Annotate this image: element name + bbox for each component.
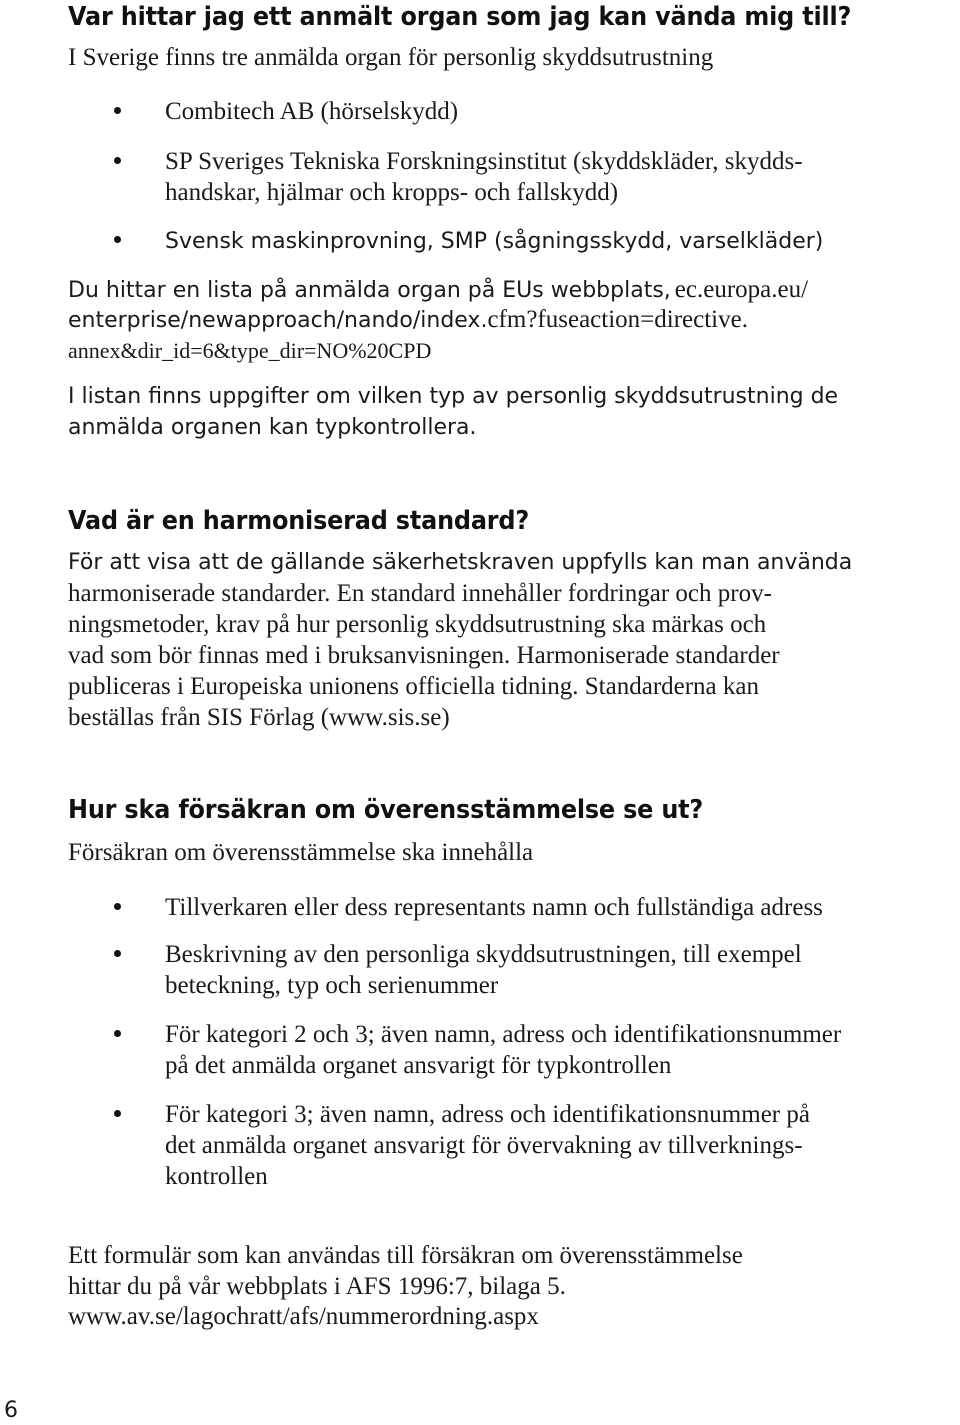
bullet-sp-line1: SP Sveriges Tekniska Forskningsinstitut (skyddskläder, skydds-: [165, 148, 803, 175]
bullet-description-line2: beteckning, typ och serienummer: [165, 972, 499, 999]
eu-url-part2a[interactable]: enterprise/newapproach/nando/index.: [68, 308, 488, 333]
closing-line1: Ett formulär som kan användas till försäkran om överensstämmelse: [68, 1242, 743, 1269]
section2-line2: harmoniserade standarder. En standard innehåller fordringar och prov-: [68, 580, 772, 607]
bullet-dot: [112, 901, 124, 913]
list-paragraph-line3: [68, 335, 431, 366]
eu-url-part1[interactable]: ec.europa.eu/: [674, 276, 809, 303]
list-text: Du hittar en lista på anmälda organ på EUs webbplats,: [68, 278, 671, 303]
section-heading-harmonised-standard: Vad är en harmoniserad standard?: [68, 506, 530, 536]
bullet-combitech: Combitech AB (hörselskydd): [165, 98, 459, 125]
bullet-dot: [112, 1028, 124, 1040]
section1-para2-line1: I listan finns uppgifter om vilken typ av personlig skyddsutrustning de: [68, 384, 839, 409]
bullet-dot: [112, 234, 124, 246]
eu-url-part2b[interactable]: cfm?fuseaction=directive.: [487, 306, 748, 333]
bullet-dot: [112, 948, 124, 960]
bullet-category23-line2: på det anmälda organet ansvarigt för typkontrollen: [165, 1052, 672, 1079]
bullet-category3-line1: För kategori 3; även namn, adress och identifikationsnummer på: [165, 1101, 810, 1128]
eu-url-part3[interactable]: annex&dir_id=6&type_dir=NO%20CPD: [68, 338, 432, 363]
section1-para2-line2: anmälda organen kan typkontrollera.: [68, 415, 477, 440]
bullet-dot: [112, 155, 124, 167]
bullet-sp-line2: handskar, hjälmar och kropps- och fallskydd): [165, 179, 619, 206]
bullet-smp: Svensk maskinprovning, SMP (sågningsskydd, varselkläder): [165, 229, 824, 254]
section2-line5: publiceras i Europeiska unionens officiella tidning. Standarderna kan: [68, 673, 760, 700]
section2-line3: ningsmetoder, krav på hur personlig skyddsutrustning ska märkas och: [68, 611, 767, 638]
list-paragraph-line1: [68, 274, 808, 306]
section2-line6: beställas från SIS Förlag (www.sis.se): [68, 704, 450, 731]
section3-intro: Försäkran om överensstämmelse ska innehålla: [68, 839, 534, 866]
section2-line4: vad som bör finnas med i bruksanvisningen. Harmoniserade standarder: [68, 642, 780, 669]
list-paragraph-line2: [68, 304, 748, 336]
bullet-category3-line3: kontrollen: [165, 1163, 268, 1190]
closing-line2: hittar du på vår webbplats i AFS 1996:7, bilaga 5.: [68, 1273, 566, 1300]
bullet-description-line1: Beskrivning av den personliga skyddsutrustningen, till exempel: [165, 941, 802, 968]
afs-url-link[interactable]: www.av.se/lagochratt/afs/nummerordning.aspx: [68, 1303, 539, 1330]
section-heading-notified-body: Var hittar jag ett anmält organ som jag kan vända mig till?: [68, 2, 852, 32]
section-heading-declaration: Hur ska försäkran om överensstämmelse se ut?: [68, 795, 704, 825]
page-number: 6: [4, 1398, 18, 1423]
bullet-category3-line2: det anmälda organet ansvarigt för övervakning av tillverknings-: [165, 1132, 803, 1159]
bullet-category23-line1: För kategori 2 och 3; även namn, adress och identifikationsnummer: [165, 1021, 842, 1048]
bullet-manufacturer: Tillverkaren eller dess representants namn och fullständiga adress: [165, 894, 823, 921]
section2-line1: För att visa att de gällande säkerhetskraven uppfylls kan man använda: [68, 550, 853, 575]
bullet-dot: [112, 105, 124, 117]
bullet-dot: [112, 1108, 124, 1120]
section1-intro: I Sverige finns tre anmälda organ för personlig skyddsutrustning: [68, 44, 714, 71]
